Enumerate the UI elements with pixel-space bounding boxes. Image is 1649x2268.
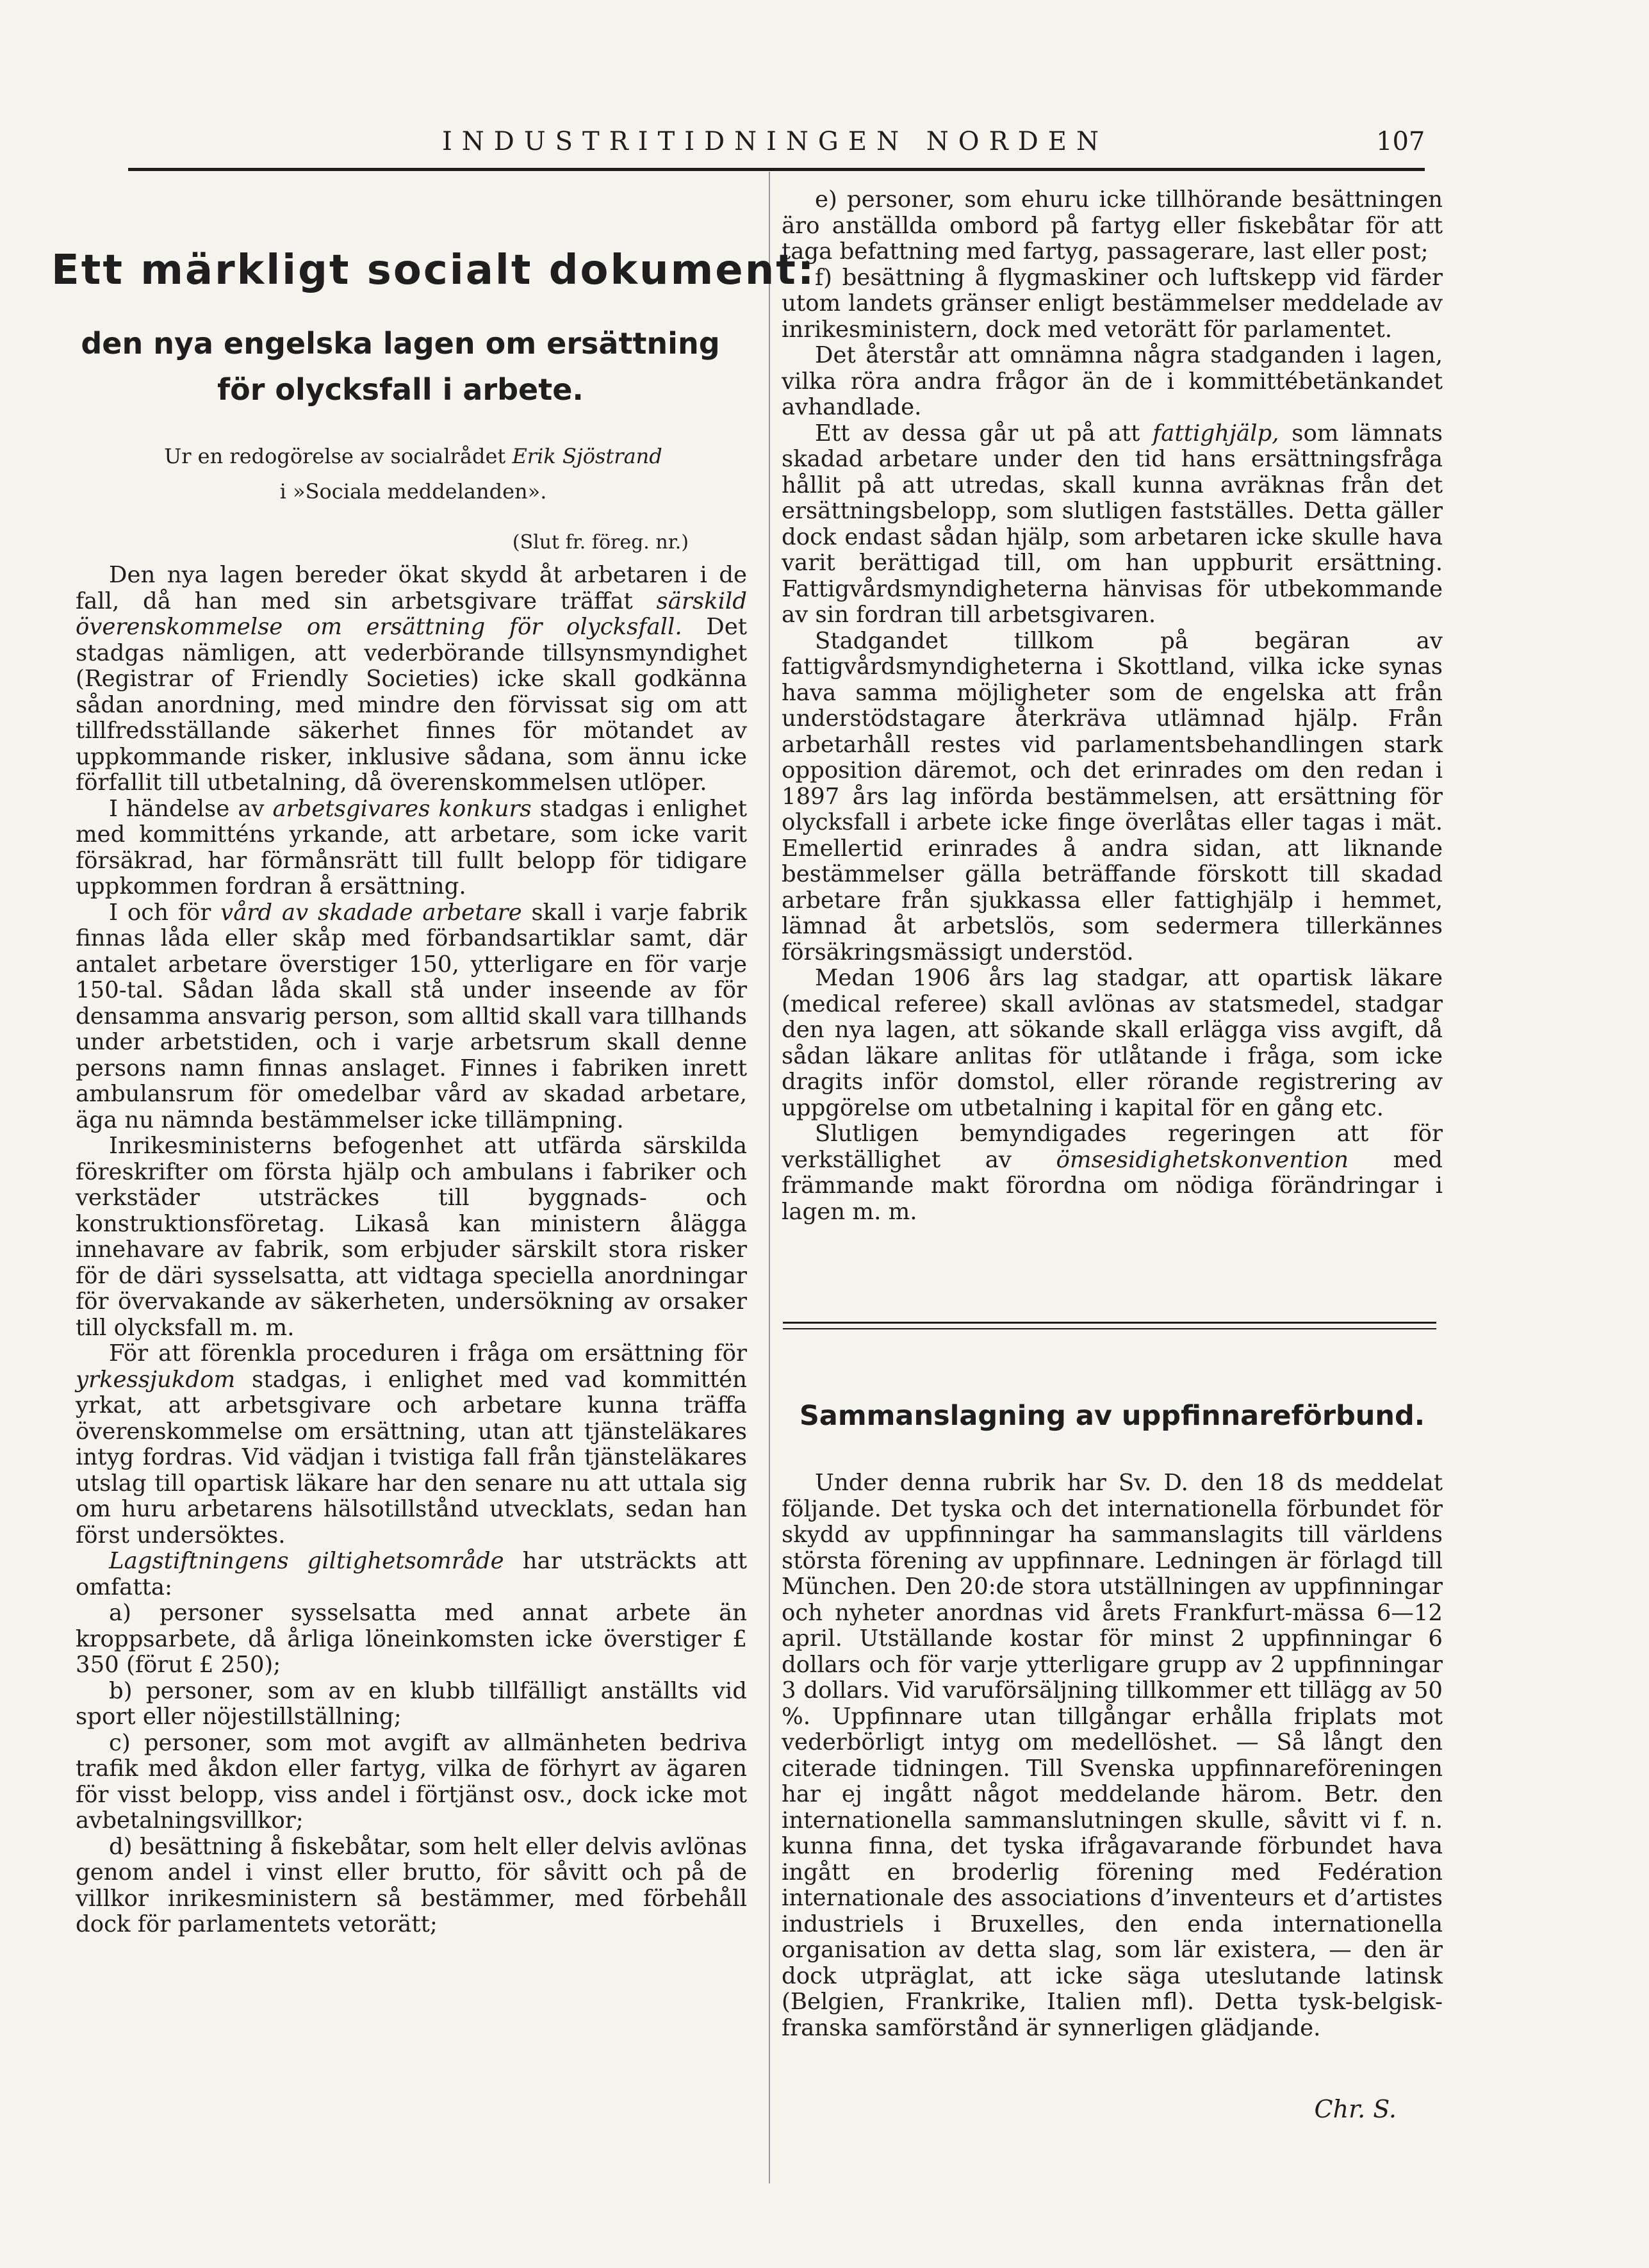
emphasis: ömsesidighetskonvention [1056,1146,1349,1173]
source-note [77,439,750,509]
emphasis: vård av skadade arbetare [220,899,522,926]
paragraph: Det återstår att omnämna några stadganden i lagen, vilka röra andra frågor än de i kommittébetänkandet avhandlade. [782,342,1443,420]
paragraph: Inrikesministerns befogenhet att utfärda särskilda föreskrifter om första hjälp och ambulans i fabriker och verkstäder utsträckes till byggnads- och konstruktionsföretag. Likaså kan ministern ålägga innehavare av fabrik, som erbjuder särskilt stora risker för de däri sysselsatta, att vidtaga speciella anordningar för övervakande av säkerheten, undersökning av orsaker till olycksfall m. m. [76,1133,747,1341]
subtitle-line-1: den nya engelska lagen om ersättning [81,326,720,361]
paragraph [782,1121,1443,1225]
paragraph [76,1341,747,1549]
paragraph-text: stadgas i enlighet med kommitténs yrkande, att arbetare, som icke varit försäkrad, har förmånsrätt till fullt belopp för tidigare uppkommen fordran å ersättning. [76,795,747,900]
paragraph-text: Det stadgas nämligen, att vederbörande tillsynsmyndighet (Registrar of Friendly Societies) icke skall godkänna sådan anordning, med mindre den förvissat sig om att tillfredsställande säkerhet finnes för mötandet av uppkommande risker, inklusive sådana, som ännu icke förfallit till utbetalning, då överenskommelsen utlöper. [76,614,747,796]
article-2-body [782,1470,1443,2041]
paragraph-text: stadgas, i enlighet med vad kommittén yrkat, att arbetsgivare och arbetare kunna träffa överenskommelse om ersättning, utan att tjänsteläkares intyg fordras. Vid vädjan i tvistiga fall från tjänsteläkares utslag till opartisk läkare har den senare nu att uttala sig om huru arbetarens hälsotillstånd utvecklats, sedan han först undersöktes. [76,1366,747,1549]
emphasis: yrkessjukdom [76,1366,236,1393]
source-publication: i »Sociala meddelanden». [279,479,547,504]
paragraph: Stadgandet tillkom på begäran av fattigvårdsmyndigheterna i Skottland, vilka icke synas hava samma möjligheter som de engelska att från understödstagare återkräva utlämnad hjälp. Från arbetarhåll restes vid parlamentsbehandlingen stark opposition däremot, och det erinrades om den redan i 1897 års lag införda bestämmelsen, att ersättning för olycksfall i arbete icke finge överlåtas eller tagas i mät. Emellertid erinrades å andra sidan, att liknande bestämmelser gälla beträffande förskott till skadad arbetare från sjukkassa eller fattighjälp i hemmet, lämnad åt arbetslös, som sedermera tillerkännes försäkringsmässigt understöd. [782,627,1443,966]
paragraph-text: I och för [109,899,221,926]
subtitle-line-2: för olycksfall i arbete. [217,372,584,407]
right-column [782,187,1443,1225]
page-number: 107 [1376,127,1425,156]
left-column [76,563,747,1938]
list-item: e) personer, som ehuru icke tillhörande besättningen äro anställda ombord på fartyg eller fiskebåtar för att taga befattning med fartyg, passagerare, last eller post; [782,186,1443,265]
paragraph-text: som lämnats skadad arbetare under den tid hans ersättningsfråga hållit på att utredas, skall kunna avräknas från det ersättningsbelopp, som slutligen fastställes. Detta gäller dock endast sådan hjälp, som arbetaren icke skulle hava varit berättigad till, om han uppburit ersättning. Fattigvårdsmyndigheterna hänvisas för utbekommande av sin fordran till arbetsgivaren. [782,420,1443,628]
paragraph [782,421,1443,629]
list-item: b) personer, som av en klubb tillfälligt anställts vid sport eller nöjestillställning; [76,1677,747,1730]
emphasis: Lagstiftningens giltighetsområde [109,1548,504,1574]
emphasis: särskild överenskommelse om ersättning för olycksfall. [76,588,747,640]
continuation-note: (Slut fr. föreg. nr.) [512,531,689,554]
signature: Chr. S. [1314,2095,1397,2123]
paragraph-text: Den nya lagen bereder ökat skydd åt arbetaren i de fall, då han med sin arbetsgivare träffat [76,562,747,614]
paragraph-text: skall i varje fabrik finnas låda eller skåp med förbandsartiklar samt, där antalet arbetare överstiger 150, ytterligare en för varje 150-tal. Sådan låda skall stå under inseende av för densamma ansvarig person, som alltid skall vara tillhands under arbetstiden, och i varje arbetsrum skall denne persons namn finnas anslaget. Finnes i fabriken inrett ambulansrum för omedelbar vård av skadad arbetare, äga nu nämnda bestämmelser icke tillämpning. [76,899,747,1133]
paragraph [76,563,747,796]
list-item: c) personer, som mot avgift av allmänheten bedriva trafik med åkdon eller fartyg, vilka de förhyrt av ägaren för visst belopp, viss andel i förtjänst osv., dock icke mot avbetalningsvillkor; [76,1729,747,1834]
paragraph-text: I händelse av [109,795,273,822]
source-note-text: Ur en redogörelse av socialrådet [164,444,513,468]
paragraph [76,796,747,900]
article-title: Ett märkligt socialt dokument: [51,247,816,294]
paragraph [76,900,747,1134]
paragraph-text: har utsträckts att omfatta: [76,1548,747,1600]
source-author: Erik Sjöstrand [512,444,662,468]
paragraph: Medan 1906 års lag stadgar, att opartisk läkare (medical referee) skall avlönas av statsmedel, stadgar den nya lagen, att sökande skall erlägga viss avgift, då sådan läkare anlitas för utlåtande i fråga, som icke dragits inför domstol, eller rörande registrering av uppgörelse om utbetalning i kapital för en gång etc. [782,965,1443,1121]
paragraph-text: Slutligen bemyndigades regeringen att för verkställighet av [782,1121,1443,1173]
article-subtitle [51,320,750,413]
section-separator [783,1322,1436,1329]
list-item: f) besättning å flygmaskiner och luftskepp vid färder utom landets gränser enligt bestämmelser meddelade av inrikesministern, dock med vetorätt för parlamentet. [782,264,1443,343]
header-rule [128,168,1425,171]
paragraph-text: med främmande makt förordna om nödiga förändringar i lagen m. m. [782,1146,1443,1225]
paragraph [76,1549,747,1600]
list-item: d) besättning å fiskebåtar, som helt eller delvis avlönas genom andel i vinst eller brutto, för såvitt och på de villkor inrikesministern så bestämmer, med förbehåll dock för parlamentets vetorätt; [76,1833,747,1937]
paragraph: Under denna rubrik har Sv. D. den 18 ds meddelat följande. Det tyska och det internationella förbundet för skydd av uppfinningar ha sammanslagits till världens största förening av uppfinnare. Ledningen är förlagd till München. Den 20:de stora utställningen av uppfinningar och nyheter anordnas vid årets Frankfurt-mässa 6—12 april. Utställande kostar för minst 2 uppfinningar 6 dollars och för varje ytterligare grupp av 2 uppfinningar 3 dollars. Vid varuförsäljning tillkommer ett tillägg av 50 %. Uppfinnare utan tillgångar erhålla friplats mot vederbörligt intyg om medellöshet. — Så långt den citerade tidningen. Till Svenska uppfinnareföreningen har ej ingått något meddelande härom. Betr. den internationella sammanslutningen skulle, såvitt vi f. n. kunna finna, det tyska ifrågavarande förbundet hava ingått en broderlig förening med Fedération internationale des associations d’inventeurs et d’artistes industriels i Bruxelles, den enda internationella organisation av detta slag, som lär existera, — den är dock utpräglat, att icke säga uteslutande latinsk (Belgien, Frankrike, Italien mfl). Detta tysk-belgisk-franska samförstånd är synnerligen glädjande. [782,1470,1443,2041]
emphasis: fattighjälp, [1153,420,1279,447]
list-item: a) personer sysselsatta med annat arbete än kroppsarbete, då årliga löneinkomsten icke överstiger £ 350 (förut £ 250); [76,1600,747,1678]
paragraph-text: Ett av dessa går ut på att [815,420,1153,447]
emphasis: arbetsgivares konkurs [272,795,532,822]
paragraph-text: För att förenkla proceduren i fråga om ersättning för [109,1340,747,1367]
column-divider [769,172,770,2183]
journal-title: INDUSTRITIDNINGEN NORDEN [442,127,1108,156]
article-2-title: Sammanslagning av uppfinnareförbund. [799,1400,1425,1432]
